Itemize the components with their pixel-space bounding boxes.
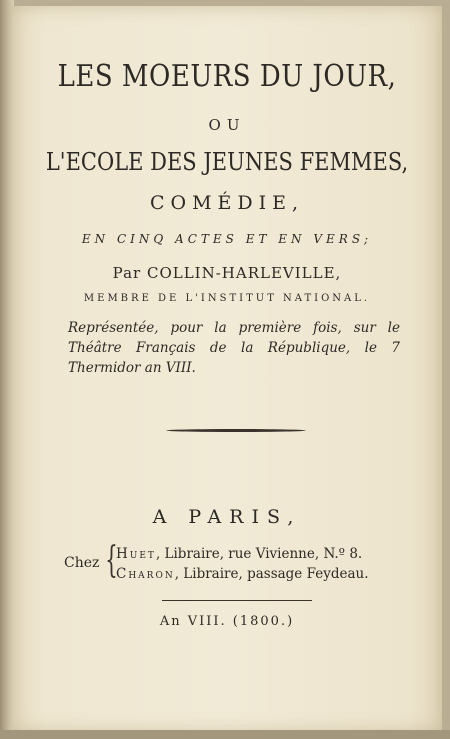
author-affiliation: MEMBRE DE L'INSTITUT NATIONAL. <box>83 293 371 304</box>
publisher-huet-name: Huet <box>116 546 156 562</box>
performance-note: Représentée, pour la première fois, sur le Théâtre Français de la République, le 7 Thermidor an VIII. <box>68 320 400 376</box>
publisher-charon-address: , Libraire, passage Feydeau. <box>174 566 369 582</box>
curly-brace-icon: { <box>105 540 118 581</box>
publisher-charon-name: Charon <box>116 566 175 582</box>
publisher-charon <box>116 566 369 582</box>
book-subtitle: L'ECOLE DES JEUNES FEMMES, <box>45 148 409 176</box>
title-page <box>12 6 442 732</box>
publisher-huet <box>116 546 362 562</box>
page-bottom-edge <box>0 730 450 739</box>
imprint-date: An VIII. (1800.) <box>159 614 295 629</box>
ornamental-rule <box>166 429 306 432</box>
author-line: Par COLLIN-HARLEVILLE, <box>112 264 342 282</box>
chez-label: Chez <box>64 555 100 571</box>
publisher-huet-address: , Libraire, rue Vivienne, N.º 8. <box>155 546 363 562</box>
imprint-rule <box>162 600 312 601</box>
genre-label: COMÉDIE, <box>149 192 305 214</box>
title-conjunction: OU <box>208 116 246 134</box>
acts-description: EN CINQ ACTES ET EN VERS; <box>81 232 373 246</box>
book-title: LES MOEURS DU JOUR, <box>57 59 397 95</box>
imprint-place: A PARIS, <box>152 506 302 528</box>
